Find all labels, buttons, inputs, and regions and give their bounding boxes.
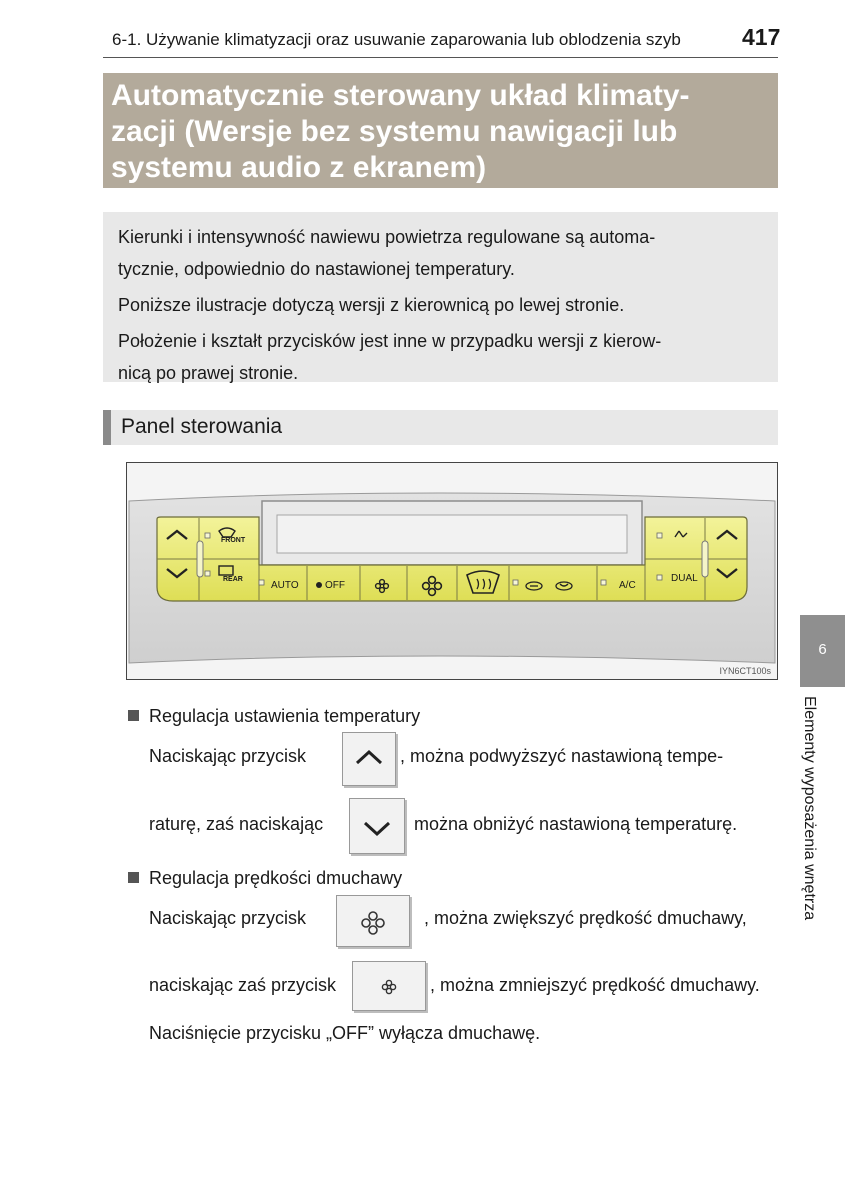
fan-line-3: Naciśnięcie przycisku „OFF” wyłącza dmuchawę. <box>149 1023 541 1043</box>
intro-paragraph-2 <box>118 289 764 321</box>
intro-line: nicą po prawej stronie. <box>118 363 299 383</box>
temp-heading <box>128 706 420 727</box>
temp-line-2a: raturę, zaś naciskając <box>149 814 324 834</box>
title-line: systemu audio z ekranem) <box>111 151 487 184</box>
temp-up-button <box>342 732 396 786</box>
temp-down-button <box>349 798 405 854</box>
chapter-title-box <box>103 73 778 188</box>
temp-line-2b: można obniżyć nastawioną temperaturę. <box>414 814 738 834</box>
chapter-side-title <box>800 696 835 996</box>
intro-box <box>103 212 778 382</box>
temp-line-1a: Naciskając przycisk <box>149 746 307 766</box>
control-panel-illustration <box>127 463 777 679</box>
fan-down-button <box>352 961 426 1011</box>
fan-line-2a: naciskając zaś przycisk <box>149 975 337 995</box>
section-heading-bar <box>103 410 778 445</box>
fan-high-icon <box>337 896 409 946</box>
figure-code: IYN6CT100s <box>719 666 771 676</box>
off-label: OFF <box>325 580 345 591</box>
intro-line: Poniższe ilustracje dotyczą wersji z kierownicą po lewej stronie. <box>118 295 625 315</box>
ac-label: A/C <box>619 580 636 591</box>
front-label: FRONT <box>221 537 246 544</box>
intro-line: Kierunki i intensywność nawiewu powietrza regulowane są automa- <box>118 227 656 247</box>
intro-line: Położenie i kształt przycisków jest inne w przypadku wersji z kierow- <box>118 331 662 351</box>
dual-label: DUAL <box>671 573 698 584</box>
chapter-side-title-text: Elementy wyposażenia wnętrza <box>801 696 818 921</box>
intro-line: tycznie, odpowiednio do nastawionej temperatury. <box>118 259 515 279</box>
fan-heading <box>128 868 402 889</box>
control-panel-figure <box>126 462 778 680</box>
section-title: Panel sterowania <box>121 415 283 438</box>
title-line: Automatycznie sterowany układ klimaty- <box>111 79 690 112</box>
fan-line-1b: , można zwiększyć prędkość dmuchawy, <box>424 908 747 928</box>
chapter-number: 6 <box>818 641 827 658</box>
title-line: zacji (Wersje bez systemu nawigacji lub <box>111 115 678 148</box>
intro-paragraph-3 <box>118 325 764 389</box>
chevron-down-icon <box>350 799 404 853</box>
intro-paragraph-1 <box>118 221 764 285</box>
fan-line-2b: , można zmniejszyć prędkość dmuchawy. <box>430 975 760 995</box>
temp-heading-text: Regulacja ustawienia temperatury <box>149 706 421 726</box>
bullet-square-icon <box>128 710 139 721</box>
fan-low-icon <box>353 962 425 1010</box>
bullet-square-icon <box>128 872 139 883</box>
header-rule <box>103 57 778 58</box>
temp-line-1b: , można podwyższyć nastawioną tempe- <box>400 746 724 766</box>
display-inner <box>277 515 627 553</box>
page-number: 417 <box>742 24 781 50</box>
fan-up-button <box>336 895 410 947</box>
fan-line-1a: Naciskając przycisk <box>149 908 307 928</box>
rear-label: REAR <box>223 576 243 583</box>
running-header: 6-1. Używanie klimatyzacji oraz usuwanie zaparowania lub oblodzenia szyb <box>112 30 681 49</box>
chapter-tab <box>800 615 845 687</box>
auto-label: AUTO <box>271 580 299 591</box>
section-accent <box>103 410 111 445</box>
off-fan-icon <box>316 582 322 588</box>
fan-heading-text: Regulacja prędkości dmuchawy <box>149 868 403 888</box>
chevron-up-icon <box>343 733 395 785</box>
